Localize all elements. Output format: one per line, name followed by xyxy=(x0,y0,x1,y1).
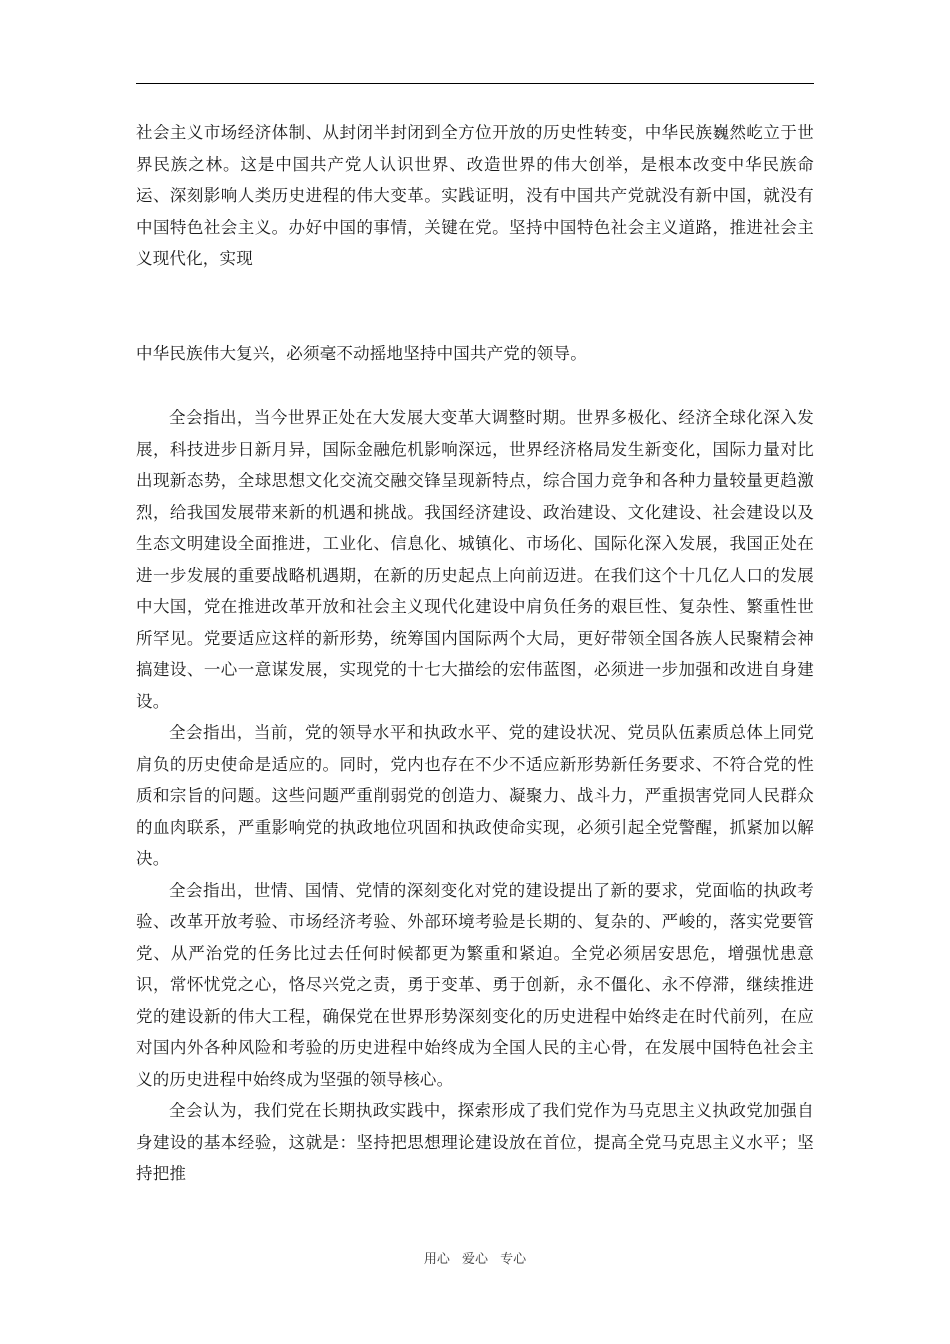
header-rule xyxy=(136,83,814,84)
paragraph: 社会主义市场经济体制、从封闭半封闭到全方位开放的历史性转变，中华民族巍然屹立于世界民族之林。这是中国共产党人认识世界、改造世界的伟大创举，是根本改变中华民族命运、深刻影响人类历史进程的伟大变革。实践证明，没有中国共产党就没有新中国，就没有中国特色社会主义。办好中国的事情，关键在党。坚持中国特色社会主义道路，推进社会主义现代化，实现 xyxy=(136,123,814,268)
paragraph: 全会指出，当今世界正处在大发展大变革大调整时期。世界多极化、经济全球化深入发展，科技进步日新月异，国际金融危机影响深远，世界经济格局发生新变化，国际力量对比出现新态势，全球思想文化交流交融交锋呈现新特点，综合国力竞争和各种力量较量更趋激烈，给我国发展带来新的机遇和挑战。我国经济建设、政治建设、文化建设、社会建设以及生态文明建设全面推进，工业化、信息化、城镇化、市场化、国际化深入发展，我国正处在进一步发展的重要战略机遇期，在新的历史起点上向前迈进。在我们这个十几亿人口的发展中大国，党在推进改革开放和社会主义现代化建设中肩负任务的艰巨性、复杂性、繁重性世所罕见。党要适应这样的新形势，统筹国内国际两个大局，更好带领全国各族人民聚精会神搞建设、一心一意谋发展，实现党的十七大描绘的宏伟蓝图，必须进一步加强和改进自身建设。 xyxy=(136,408,814,711)
paragraph-continuation xyxy=(136,117,814,275)
paragraph: 全会认为，我们党在长期执政实践中，探索形成了我们党作为马克思主义执政党加强自身建设的基本经验，这就是：坚持把思想理论建设放在首位，提高全党马克思主义水平；坚持把推 xyxy=(136,1101,814,1183)
paragraph: 中华民族伟大复兴，必须毫不动摇地坚持中国共产党的领导。 xyxy=(136,344,587,363)
paragraph: 全会指出，世情、国情、党情的深刻变化对党的建设提出了新的要求，党面临的执政考验、改革开放考验、市场经济考验、外部环境考验是长期的、复杂的、严峻的，落实党要管党、从严治党的任务比过去任何时候都更为繁重和紧迫。全党必须居安思危，增强忧患意识，常怀忧党之心，恪尽兴党之责，勇于变革、勇于创新，永不僵化、永不停滞，继续推进党的建设新的伟大工程，确保党在世界形势深刻变化的历史进程中始终走在时代前列，在应对国内外各种风险和考验的历史进程中始终成为全国人民的主心骨，在发展中国特色社会主义的历史进程中始终成为坚强的领导核心。 xyxy=(136,880,814,1089)
paragraph: 全会指出，当前，党的领导水平和执政水平、党的建设状况、党员队伍素质总体上同党肩负的历史使命是适应的。同时，党内也存在不少不适应新形势新任务要求、不符合党的性质和宗旨的问题。这些问题严重削弱党的创造力、凝聚力、战斗力，严重损害党同人民群众的血肉联系，严重影响党的执政地位巩固和执政使命实现，必须引起全党警醒，抓紧加以解决。 xyxy=(136,723,814,868)
page-footer: 用心 爱心 专心 xyxy=(423,1252,527,1267)
paragraph-continuation-end xyxy=(136,338,814,370)
body-paragraphs xyxy=(136,402,814,1190)
